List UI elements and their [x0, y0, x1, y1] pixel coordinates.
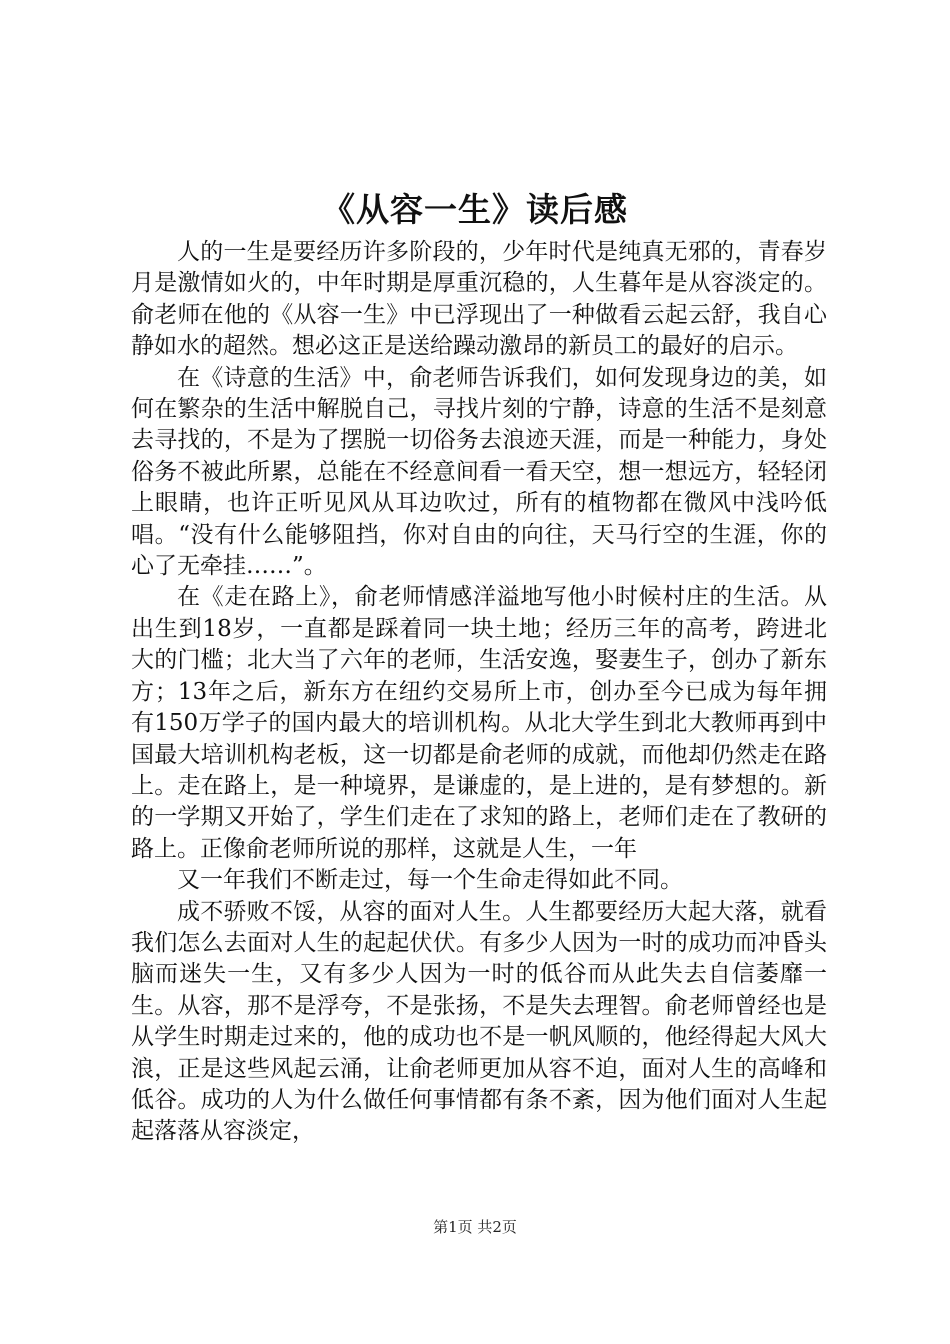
document-body [131, 237, 827, 1148]
document-title: 《从容一生》读后感 [322, 190, 628, 229]
page-number-footer: 第1页 共2页 [433, 1218, 517, 1236]
paragraph: 又一年我们不断走过，每一个生命走得如此不同。 [177, 867, 683, 894]
paragraph: 在《诗意的生活》中，俞老师告诉我们，如何发现身边的美，如何在繁杂的生活中解脱自己，寻找片刻的宁静，诗意的生活不是刻意去寻找的，不是为了摆脱一切俗务去浪迹天涯，而是一种能力，身处俗务不被此所累，总能在不经意间看一看天空，想一想远方，轻轻闭上眼睛，也许正听见风从耳边吹过，所有的植物都在微风中浅吟低唱。“没有什么能够阻挡，你对自由的向往，天马行空的生涯，你的心了无牵挂……”。 [131, 364, 827, 580]
paragraph: 成不骄败不馁，从容的面对人生。人生都要经历大起大落，就看我们怎么去面对人生的起起伏伏。有多少人因为一时的成功而冲昏头脑而迷失一生，又有多少人因为一时的低谷而从此失去自信萎靡一生。从容，那不是浮夸，不是张扬，不是失去理智。俞老师曾经也是从学生时期走过来的，他的成功也不是一帆风顺的，他经得起大风大浪，正是这些风起云涌，让俞老师更加从容不迫，面对人生的高峰和低谷。成功的人为什么做任何事情都有条不紊，因为他们面对人生起起落落从容淡定， [131, 898, 827, 1145]
paragraph: 在《走在路上》，俞老师情感洋溢地写他小时候村庄的生活。从出生到18岁，一直都是踩着同一块土地；经历三年的高考，跨进北大的门槛；北大当了六年的老师，生活安逸，娶妻生子，创办了新东方；13年之后，新东方在纽约交易所上市，创办至今已成为每年拥有150万学子的国内最大的培训机构。从北大学生到北大教师再到中国最大培训机构老板，这一切都是俞老师的成就，而他却仍然走在路上。走在路上，是一种境界，是谦虚的，是上进的，是有梦想的。新的一学期又开始了，学生们走在了求知的路上，老师们走在了教研的路上。正像俞老师所说的那样，这就是人生，一年 [131, 584, 827, 862]
paragraph: 人的一生是要经历许多阶段的，少年时代是纯真无邪的，青春岁月是激情如火的，中年时期是厚重沉稳的，人生暮年是从容淡定的。俞老师在他的《从容一生》中已浮现出了一种做看云起云舒，我自心静如水的超然。想必这正是送给躁动激昂的新员工的最好的启示。 [131, 239, 827, 360]
